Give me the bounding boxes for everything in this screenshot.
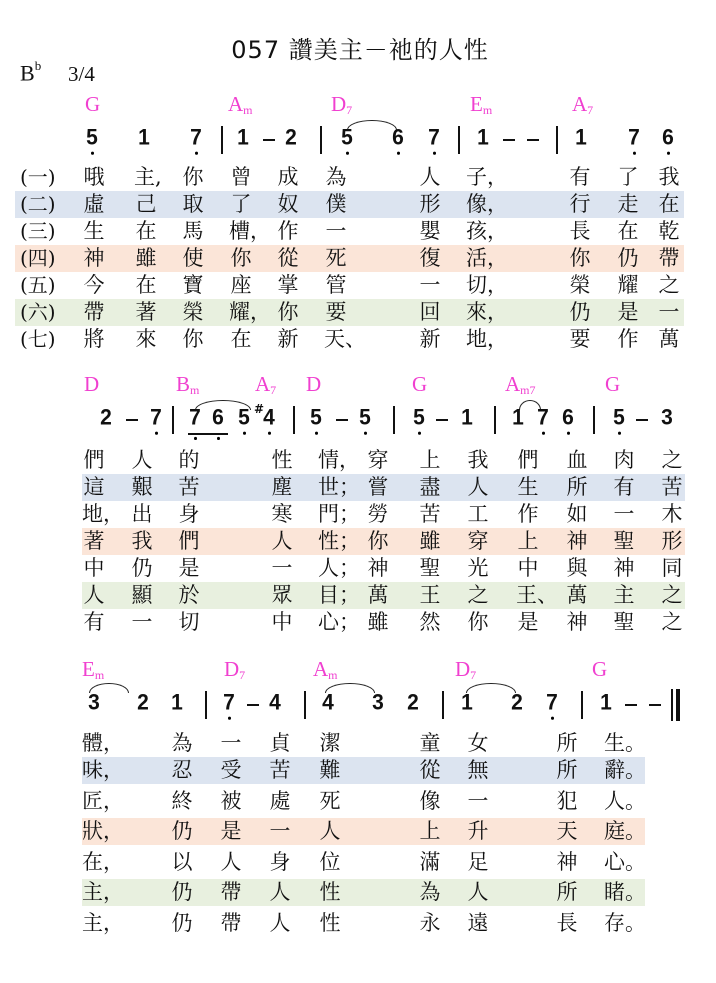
dash [336,419,348,421]
note: 3 [88,690,100,715]
sharp-sign: # [254,402,265,416]
chord: G [592,657,608,681]
final-barline-thin [671,689,673,721]
lyric-row-v4: 著 我 們 人 性； 你 雖 穿 上 神 聖 形 [83,529,683,553]
note: 1 [512,405,524,430]
note: 5 [355,405,375,430]
time-signature: 3/4 [68,62,95,86]
note: 2 [100,405,112,430]
verse-label: (二) [20,192,56,216]
song-title: 057 讚美主－祂的人性 [231,36,489,64]
chord: $B_m$ [176,372,200,397]
lyric-row-v1: 們 人 的 性 情， 穿 上 我 們 血 肉 之 [83,448,683,472]
chord: D [306,372,322,396]
lyric-row-v6: 帶 著 榮 耀， 你 要 回 來， 仍 是 一 [83,300,680,324]
note: 4 [269,690,281,715]
note: 5 [82,125,102,150]
note: 1 [477,125,489,150]
lyric-row-v4: 狀， 仍 是 一 人 上 升 天 庭。 [82,819,646,843]
chord: G [412,372,428,396]
note: 6 [208,405,228,430]
lyric-row-v5: 中 仍 是 一 人； 神 聖 光 中 與 神 同 [83,556,683,580]
lyric-row-v3: 匠， 終 被 處 死 像 一 犯 人。 [82,789,646,813]
dash [247,704,259,706]
dash [436,419,448,421]
barline [205,691,207,719]
verse-label: (三) [20,219,56,243]
note: 1 [461,690,473,715]
chord: $D_7$ [224,657,246,682]
barline [593,406,595,434]
note: 7 [185,405,205,430]
note: 3 [661,405,673,430]
dash [503,139,515,141]
barline [581,691,583,719]
barline [393,406,395,434]
key-signature [20,60,41,86]
dash [636,419,648,421]
note: 1 [600,690,612,715]
lyric-row-v7: 主， 仍 帶 人 性 永 遠 長 存。 [82,911,646,935]
chord: $E_m$ [470,92,493,117]
note: 7 [219,690,239,715]
barline [556,126,558,154]
note: 6 [388,125,408,150]
note: 6 [658,125,678,150]
note: 6 [558,405,578,430]
lyric-row-v2: 虛 己 取 了 奴 僕 形 像， 行 走 在 [83,192,680,216]
chord: $A_{m7}$ [505,372,536,397]
note: 7 [186,125,206,150]
note: 5 [337,125,357,150]
dash [126,419,138,421]
chord: G [85,92,101,116]
chord: $A_m$ [228,92,253,117]
lyric-row-v3: 地， 出 身 寒 門； 勞 苦 工 作 如 一 木 [82,502,683,526]
note: 2 [407,690,419,715]
chord: $A_7$ [255,372,277,397]
note: 2 [285,125,297,150]
key-note: B [20,60,35,86]
barline [320,126,322,154]
note: 7 [424,125,444,150]
chord: $D_7$ [331,92,353,117]
lyric-row-v6: 主， 仍 帶 人 性 為 人 所 睹。 [82,880,646,904]
dash [527,139,539,141]
barline [458,126,460,154]
barline [221,126,223,154]
barline [442,691,444,719]
note: 7 [146,405,166,430]
dash [625,704,637,706]
note: 1 [461,405,473,430]
chord: $E_m$ [82,657,105,682]
lyric-row-v7: 有 一 切 中 心； 雖 然 你 是 神 聖 之 [83,610,683,634]
note: 7 [542,690,562,715]
note: 1 [237,125,249,150]
barline [293,406,295,434]
key-accidental: b [34,58,42,73]
dash [649,704,661,706]
note: 4 [322,690,334,715]
verse-label: (一) [20,165,56,189]
note: 2 [511,690,523,715]
lyric-row-v1: 哦 主, 你 曾 成 為 人 子， 有 了 我 [83,165,680,189]
barline [494,406,496,434]
note: 4 [259,405,279,430]
lyric-row-v7: 將 來 你 在 新 天、 新 地， 要 作 萬 [83,327,680,351]
lyric-row-v5: 今 在 寶 座 掌 管 一 切， 榮 耀 之 [83,273,680,297]
note: 2 [137,690,149,715]
underline-beam [188,433,228,435]
chord: $A_7$ [572,92,594,117]
note: 7 [624,125,644,150]
lyric-row-v2: 這 艱 苦 塵 世； 嘗 盡 人 生 所 有 苦 [83,475,683,499]
chord: $A_m$ [313,657,338,682]
note: 1 [138,125,150,150]
lyric-row-v6: 人 顯 於 眾 目； 萬 王 之 王、 萬 主 之 [83,583,683,607]
verse-label: (五) [20,273,56,297]
dash [263,139,275,141]
note: 5 [306,405,326,430]
final-barline-thick [676,689,680,721]
chord: D [84,372,100,396]
barline [172,406,174,434]
note: 5 [409,405,429,430]
verse-label: (四) [20,246,56,270]
note: 1 [575,125,587,150]
verse-label: (六) [20,300,56,324]
note: 5 [234,405,254,430]
barline [304,691,306,719]
lyric-row-v4: 神 雖 使 你 從 死 復 活， 你 仍 帶 [83,246,680,270]
chord: $D_7$ [455,657,477,682]
lyric-row-v1: 體， 為 一 貞 潔 童 女 所 生。 [82,731,646,755]
lyric-row-v2: 味， 忍 受 苦 難 從 無 所 辭。 [82,758,646,782]
note: 3 [372,690,384,715]
note: 7 [533,405,553,430]
lyric-row-v3: 生 在 馬 槽， 作 一 嬰 孩， 長 在 乾 [83,219,680,243]
chord: G [605,372,621,396]
lyric-row-v5: 在， 以 人 身 位 滿 足 神 心。 [82,850,646,874]
note: 1 [171,690,183,715]
verse-label: (七) [20,327,56,351]
note: 5 [609,405,629,430]
